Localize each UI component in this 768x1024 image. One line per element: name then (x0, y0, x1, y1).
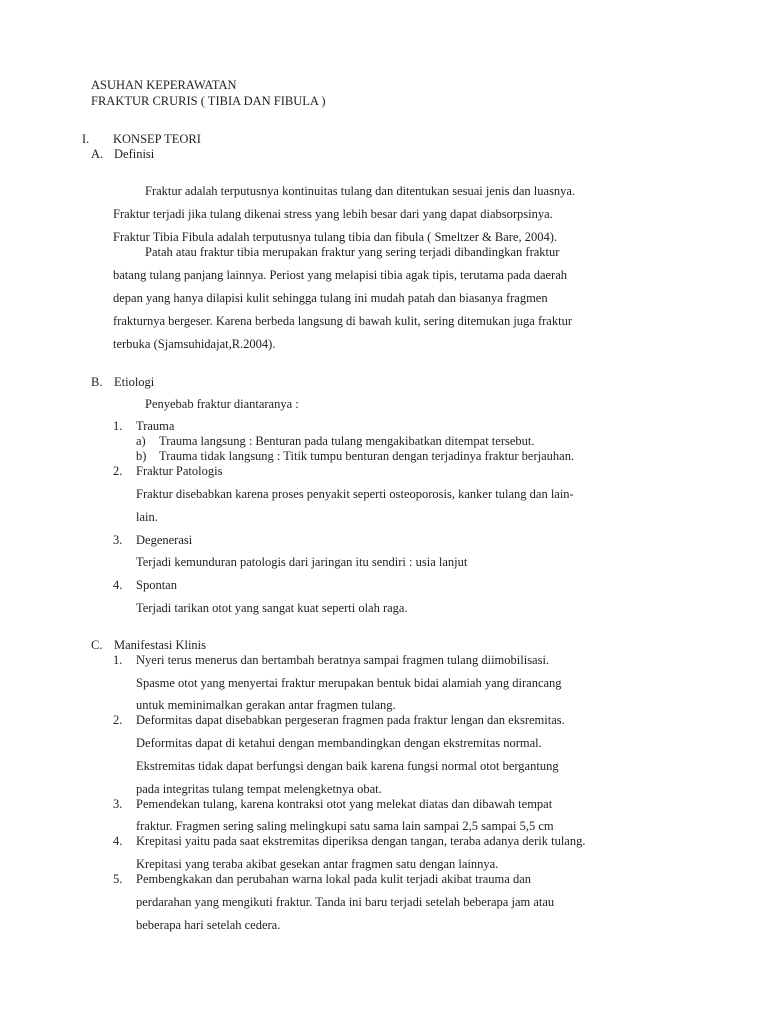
paragraph-line: Fraktur terjadi jika tulang dikenai stress yang lebih besar dari yang dapat diabsorpsinya. (113, 207, 553, 221)
paragraph-line: Penyebab fraktur diantaranya : (145, 397, 299, 411)
list-number: 4. (113, 578, 123, 592)
sublist-text: Trauma langsung : Benturan pada tulang mengakibatkan ditempat tersebut. (159, 434, 535, 448)
paragraph-line: Fraktur disebabkan karena proses penyakit seperti osteoporosis, kanker tulang dan lain- (136, 487, 574, 501)
list-item-title: Fraktur Patologis (136, 464, 223, 478)
paragraph-line: Krepitasi yang teraba akibat gesekan antar fragmen satu dengan lainnya. (136, 857, 499, 871)
list-number: 5. (113, 872, 123, 886)
paragraph-line: Fraktur Tibia Fibula adalah terputusnya tulang tibia dan fibula ( Smeltzer & Bare, 2004). (113, 230, 558, 244)
paragraph-line: untuk meminimalkan gerakan antar fragmen tulang. (136, 698, 396, 712)
paragraph-line: beberapa hari setelah cedera. (136, 918, 281, 932)
paragraph-line: pada integritas tulang tempat melengketnya obat. (136, 782, 382, 796)
paragraph-line: Pemendekan tulang, karena kontraksi otot yang melekat diatas dan dibawah tempat (136, 797, 553, 811)
paragraph-line: Pembengkakan dan perubahan warna lokal pada kulit terjadi akibat trauma dan (136, 872, 531, 886)
paragraph-line: Fraktur adalah terputusnya kontinuitas tulang dan ditentukan sesuai jenis dan luasnya. (145, 184, 576, 198)
list-number: 1. (113, 653, 123, 667)
list-number: 1. (113, 419, 123, 433)
subsection-letter: A. (91, 147, 104, 161)
list-item-title: Trauma (136, 419, 175, 433)
list-number: 3. (113, 797, 123, 811)
paragraph-line: lain. (136, 510, 158, 524)
paragraph-line: batang tulang panjang lainnya. Periost yang melapisi tibia agak tipis, terutama pada daerah (113, 268, 568, 282)
paragraph-line: terbuka (Sjamsuhidajat,R.2004). (113, 337, 276, 351)
subsection-title: Etiologi (114, 375, 155, 389)
paragraph-line: Spasme otot yang menyertai fraktur merupakan bentuk bidai alamiah yang dirancang (136, 676, 562, 690)
subsection-letter: B. (91, 375, 103, 389)
doc-title-line2: FRAKTUR CRURIS ( TIBIA DAN FIBULA ) (91, 94, 326, 108)
list-number: 2. (113, 464, 123, 478)
paragraph-line: Krepitasi yaitu pada saat ekstremitas diperiksa dengan tangan, teraba adanya derik tulang. (136, 834, 586, 848)
sublist-text: Trauma tidak langsung : Titik tumpu benturan dengan terjadinya fraktur berjauhan. (159, 449, 575, 463)
sublist-letter: b) (136, 449, 147, 463)
doc-title-line1: ASUHAN KEPERAWATAN (91, 78, 237, 92)
subsection-letter: C. (91, 638, 103, 652)
paragraph-line: fraktur. Fragmen sering saling melingkupi satu sama lain sampai 2,5 sampai 5,5 cm (136, 819, 554, 833)
paragraph-line: Deformitas dapat disebabkan pergeseran fragmen pada fraktur lengan dan eksremitas. (136, 713, 565, 727)
list-item-title: Spontan (136, 578, 177, 592)
paragraph-line: Nyeri terus menerus dan bertambah beratnya sampai fragmen tulang diimobilisasi. (136, 653, 550, 667)
list-number: 2. (113, 713, 123, 727)
list-number: 4. (113, 834, 123, 848)
paragraph-line: Terjadi kemunduran patologis dari jaringan itu sendiri : usia lanjut (136, 555, 468, 569)
subsection-title: Manifestasi Klinis (114, 638, 207, 652)
paragraph-line: perdarahan yang mengikuti fraktur. Tanda ini baru terjadi setelah beberapa jam atau (136, 895, 555, 909)
paragraph-line: Deformitas dapat di ketahui dengan membandingkan dengan ekstremitas normal. (136, 736, 542, 750)
list-item-title: Degenerasi (136, 533, 193, 547)
paragraph-line: depan yang hanya dilapisi kulit sehingga tulang ini mudah patah dan biasanya fragmen (113, 291, 548, 305)
paragraph-line: Terjadi tarikan otot yang sangat kuat seperti olah raga. (136, 601, 408, 615)
section-number: I. (82, 132, 90, 146)
paragraph-line: Ekstremitas tidak dapat berfungsi dengan baik karena fungsi normal otot bergantung (136, 759, 559, 773)
section-title: KONSEP TEORI (113, 132, 201, 146)
paragraph-line: Patah atau fraktur tibia merupakan fraktur yang sering terjadi dibandingkan fraktur (145, 245, 560, 259)
subsection-title: Definisi (114, 147, 155, 161)
paragraph-line: frakturnya bergeser. Karena berbeda langsung di bawah kulit, sering ditemukan juga fraktur (113, 314, 572, 328)
list-number: 3. (113, 533, 123, 547)
sublist-letter: a) (136, 434, 146, 448)
